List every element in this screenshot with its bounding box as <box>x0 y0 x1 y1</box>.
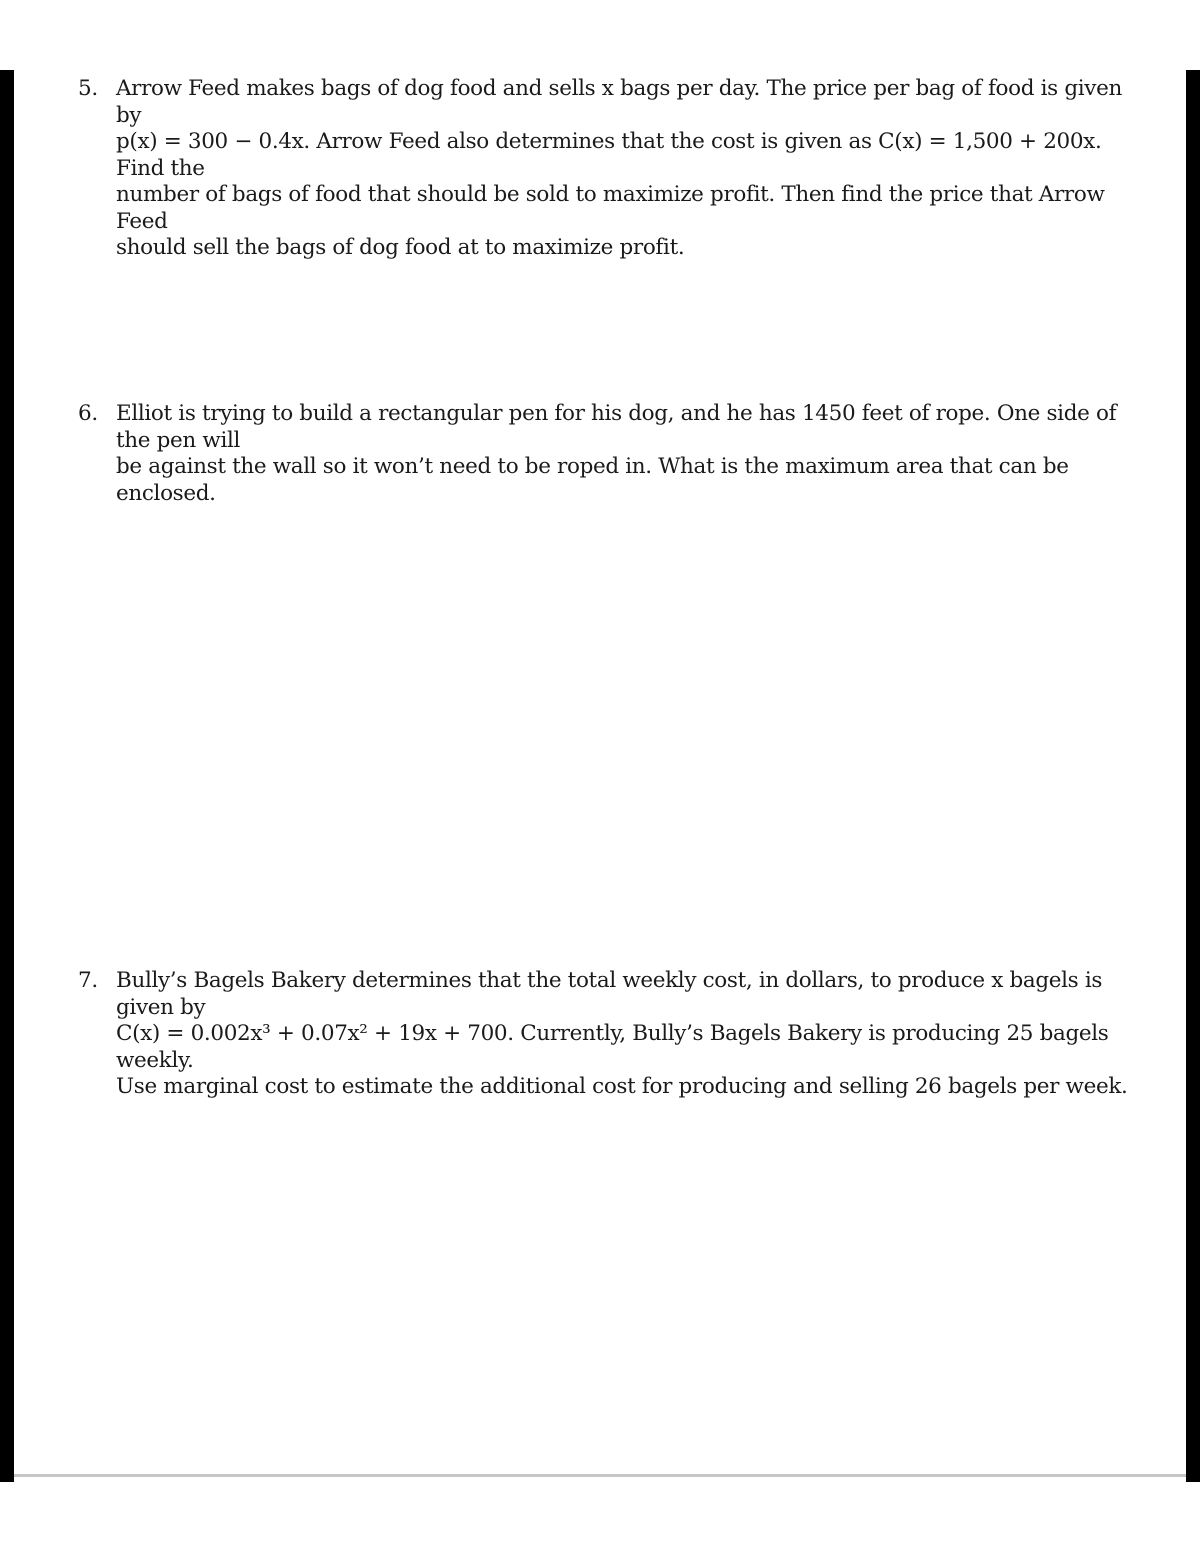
question-text <box>116 968 1153 1101</box>
page-bottom-edge <box>14 1474 1186 1477</box>
question-text <box>116 76 1153 262</box>
right-black-border <box>1186 70 1200 1482</box>
question-number: 7. <box>78 968 98 993</box>
text-line: p(x) = 300 − 0.4x. Arrow Feed also determines that the cost is given as C(x) = 1,500 + 200x. Find the <box>116 129 1102 181</box>
text-line: be against the wall so it won’t need to be roped in. What is the maximum area that can be enclosed. <box>116 454 1069 506</box>
question-number: 5. <box>78 76 98 101</box>
text-line: number of bags of food that should be sold to maximize profit. Then find the price that Arrow Feed <box>116 182 1105 234</box>
question-number: 6. <box>78 401 98 426</box>
text-line: Use marginal cost to estimate the additional cost for producing and selling 26 bagels per week. <box>116 1074 1128 1099</box>
text-line: Elliot is trying to build a rectangular pen for his dog, and he has 1450 feet of rope. One side of the pen will <box>116 401 1117 453</box>
question-5 <box>78 76 1153 262</box>
left-black-border <box>0 70 14 1482</box>
text-line: C(x) = 0.002x³ + 0.07x² + 19x + 700. Currently, Bully’s Bagels Bakery is producing 25 bagels weekly. <box>116 1021 1109 1073</box>
text-line: should sell the bags of dog food at to maximize profit. <box>116 235 685 260</box>
question-text <box>116 401 1153 507</box>
question-7 <box>78 968 1153 1101</box>
document-page <box>14 70 1186 1474</box>
text-line: Bully’s Bagels Bakery determines that the total weekly cost, in dollars, to produce x bagels is given by <box>116 968 1103 1020</box>
question-6 <box>78 401 1153 507</box>
text-line: Arrow Feed makes bags of dog food and sells x bags per day. The price per bag of food is given by <box>116 76 1122 128</box>
